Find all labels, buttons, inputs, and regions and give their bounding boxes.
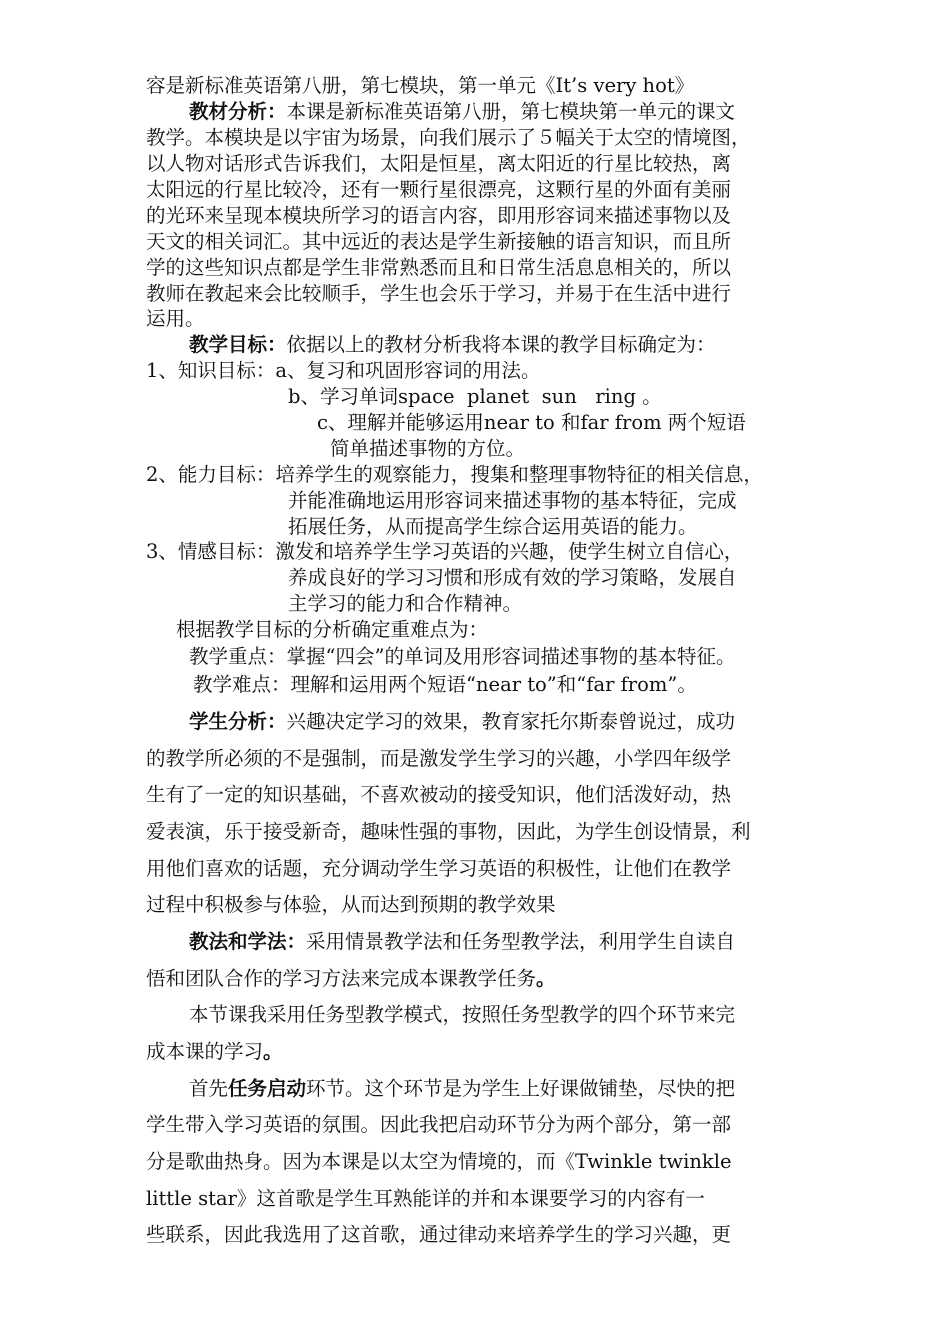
paragraph-line: 用他们喜欢的话题，充分调动学生学习英语的积极性，让他们在教学 bbox=[146, 857, 732, 880]
goal-ability-line: 并能准确地运用形容词来描述事物的基本特征，完成 bbox=[288, 489, 737, 512]
paragraph-line: 过程中积极参与体验，从而达到预期的教学效果 bbox=[146, 893, 556, 916]
task-line: 本节课我采用任务型教学模式，按照任务型教学的四个环节来完 bbox=[189, 1003, 736, 1026]
paragraph-line: 的教学所必须的不是强制，而是激发学生学习的兴趣，小学四年级学 bbox=[146, 747, 732, 770]
intro-tail-line: 容是新标准英语第八册，第七模块，第一单元《It’s very hot》 bbox=[146, 74, 695, 97]
textbook-analysis-heading: 教材分析： bbox=[189, 100, 287, 123]
paragraph-line: 学的这些知识点都是学生非常熟悉而且和日常生活息息相关的，所以 bbox=[146, 256, 732, 279]
textbook-analysis-text: 本课是新标准英语第八册，第七模块第一单元的课文 bbox=[286, 100, 736, 123]
textbook-analysis-line bbox=[189, 100, 735, 124]
paragraph-line: 太阳远的行星比较冷，还有一颗行星很漂亮，这颗行星的外面有美丽 bbox=[146, 178, 732, 201]
paragraph-line: 天文的相关词汇。其中远近的表达是学生新接触的语言知识，而且所 bbox=[146, 230, 732, 253]
method-line bbox=[189, 930, 735, 954]
goal-knowledge-c: c、理解并能够运用near to 和far from 两个短语 bbox=[317, 411, 746, 434]
task-start-line bbox=[189, 1077, 735, 1101]
method-heading: 教法和学法： bbox=[189, 930, 307, 953]
task-start-bold: 任务启动 bbox=[228, 1077, 307, 1100]
task-start-pre: 首先 bbox=[189, 1077, 229, 1100]
paragraph-line: little star》这首歌是学生耳熟能详的并和本课要学习的内容有一 bbox=[146, 1187, 705, 1210]
paragraph-line: 教学。本模块是以宇宙为场景，向我们展示了５幅关于太空的情境图， bbox=[146, 126, 751, 149]
paragraph-line: 爱表演，乐于接受新奇，趣味性强的事物，因此，为学生创设情景，利 bbox=[146, 820, 751, 843]
student-analysis-heading: 学生分析： bbox=[189, 710, 287, 733]
task-line-2 bbox=[146, 1040, 283, 1064]
paragraph-line: 学生带入学习英语的氛围。因此我把启动环节分为两个部分，第一部 bbox=[146, 1113, 732, 1136]
paragraph-line: 的光环来呈现本模块所学习的语言内容，即用形容词来描述事物以及 bbox=[146, 204, 732, 227]
task-period: 。 bbox=[263, 1040, 283, 1063]
method-line-2 bbox=[146, 967, 556, 991]
student-analysis-line bbox=[189, 710, 735, 734]
method-text-2: 悟和团队合作的学习方法来完成本课教学任务 bbox=[146, 967, 537, 990]
paragraph-line: 以人物对话形式告诉我们，太阳是恒星，离太阳近的行星比较热，离 bbox=[146, 152, 732, 175]
teaching-goals-line bbox=[189, 333, 716, 357]
task-start-post: 环节。这个环节是为学生上好课做铺垫，尽快的把 bbox=[306, 1077, 736, 1100]
goal-knowledge-c-cont: 简单描述事物的方位。 bbox=[330, 437, 526, 460]
teaching-difficulty: 教学难点：理解和运用两个短语“near to”和“far from”。 bbox=[193, 673, 697, 696]
student-analysis-text: 兴趣决定学习的效果，教育家托尔斯泰曾说过，成功 bbox=[286, 710, 736, 733]
goal-emotion-line: 3、情感目标：激发和培养学生学习英语的兴趣，使学生树立自信心， bbox=[146, 540, 744, 563]
goal-knowledge-a: 1、知识目标：a、复习和巩固形容词的用法。 bbox=[146, 359, 541, 382]
goal-ability-line: 2、能力目标：培养学生的观察能力，搜集和整理事物特征的相关信息， bbox=[146, 463, 763, 486]
teaching-keypoint: 教学重点：掌握“四会”的单词及用形容词描述事物的基本特征。 bbox=[189, 645, 736, 668]
paragraph-line: 生有了一定的知识基础，不喜欢被动的接受知识，他们活泼好动，热 bbox=[146, 783, 732, 806]
teaching-goals-intro: 依据以上的教材分析我将本课的教学目标确定为： bbox=[286, 333, 716, 356]
method-period: 。 bbox=[536, 967, 556, 990]
goal-emotion-line: 养成良好的学习习惯和形成有效的学习策略，发展自 bbox=[288, 566, 737, 589]
goal-emotion-line: 主学习的能力和合作精神。 bbox=[288, 592, 523, 615]
method-text: 采用情景教学法和任务型教学法，利用学生自读自 bbox=[306, 930, 736, 953]
goal-ability-line: 拓展任务，从而提高学生综合运用英语的能力。 bbox=[288, 515, 698, 538]
teaching-goals-heading: 教学目标： bbox=[189, 333, 287, 356]
goal-knowledge-b: b、学习单词space planet sun ring 。 bbox=[288, 385, 662, 408]
paragraph-line: 分是歌曲热身。因为本课是以太空为情境的，而《Twinkle twinkle bbox=[146, 1150, 732, 1173]
paragraph-line: 些联系，因此我选用了这首歌，通过律动来培养学生的学习兴趣，更 bbox=[146, 1223, 732, 1246]
paragraph-line: 教师在教起来会比较顺手，学生也会乐于学习，并易于在生活中进行 bbox=[146, 282, 732, 305]
paragraph-line: 运用。 bbox=[146, 307, 205, 330]
keypoints-intro: 根据教学目标的分析确定重难点为： bbox=[176, 618, 489, 641]
task-text-2: 成本课的学习 bbox=[146, 1040, 264, 1063]
